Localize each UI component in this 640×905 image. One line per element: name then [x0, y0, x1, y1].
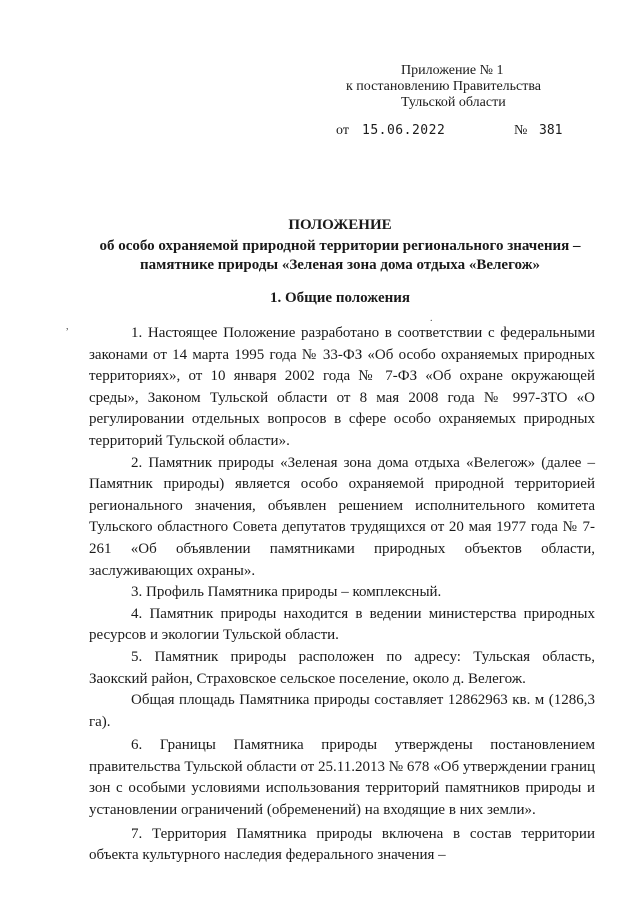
paragraph-1: 1. Настоящее Положение разработано в соответствии с федеральными законами от 14 марта 1995 года № 33-ФЗ «Об особо охраняемых природных территориях», от 10 января 2002 года № 7-ФЗ «Об охране окружающей среды», Законом Тульской области от 8 мая 2008 года № 997-ЗТО «О регулировании отдельных вопросов в сфере особо охраняемых природных территорий Тульской области».	[89, 325, 595, 449]
section-heading: 1. Общие положения	[269, 290, 411, 306]
document-subtitle-line-1: об особо охраняемой природной территории регионального значения –	[99, 238, 581, 254]
paragraph-7: 7. Территория Памятника природы включена в состав территории объекта культурного наследия федерального значения –	[89, 825, 595, 864]
appendix-header	[346, 63, 546, 111]
scan-speck: ,	[66, 321, 69, 332]
paragraph-area: Общая площадь Памятника природы составляет 12862963 кв. м (1286,3 га).	[89, 692, 595, 730]
paragraph-5: 5. Памятник природы расположен по адресу: Тульская область, Заокский район, Страховское сельское поселение, около д. Велегож.	[89, 648, 595, 687]
document-date: 15.06.2022	[362, 123, 446, 138]
appendix-line-3: Тульской области	[401, 95, 506, 110]
date-prefix: от	[336, 123, 349, 138]
document-number: 381	[539, 123, 563, 138]
paragraph-2: 2. Памятник природы «Зеленая зона дома отдыха «Велегож» (далее – Памятник природы) является особо охраняемой природной территорией регионального значения, объявлен решением исполнительного комитета Тульского областного Совета депутатов трудящихся от 20 мая 1977 года № 7-261 «Об объявлении памятниками природных объектов области, заслуживающих охраны».	[89, 454, 595, 579]
paragraph-3: 3. Профиль Памятника природы – комплексный.	[131, 584, 442, 601]
scan-speck: .	[430, 313, 433, 324]
paragraph-4: 4. Памятник природы находится в ведении министерства природных ресурсов и экологии Тульской области.	[89, 605, 595, 644]
document-body	[89, 323, 595, 867]
appendix-line-2: к постановлению Правительства	[346, 79, 542, 94]
paragraph-6: 6. Границы Памятника природы утверждены постановлением правительства Тульской области от 25.11.2013 № 678 «Об утверждении границ зон с особыми условиями использования территорий памятников природы и установлении ограничений (обременений) на входящие в них земли».	[89, 737, 595, 819]
document-subtitle-line-2: памятнике природы «Зеленая зона дома отдыха «Велегож»	[139, 257, 541, 273]
number-sign: №	[514, 123, 528, 138]
appendix-line-1: Приложение № 1	[401, 63, 504, 78]
document-title: ПОЛОЖЕНИЕ	[288, 217, 392, 233]
